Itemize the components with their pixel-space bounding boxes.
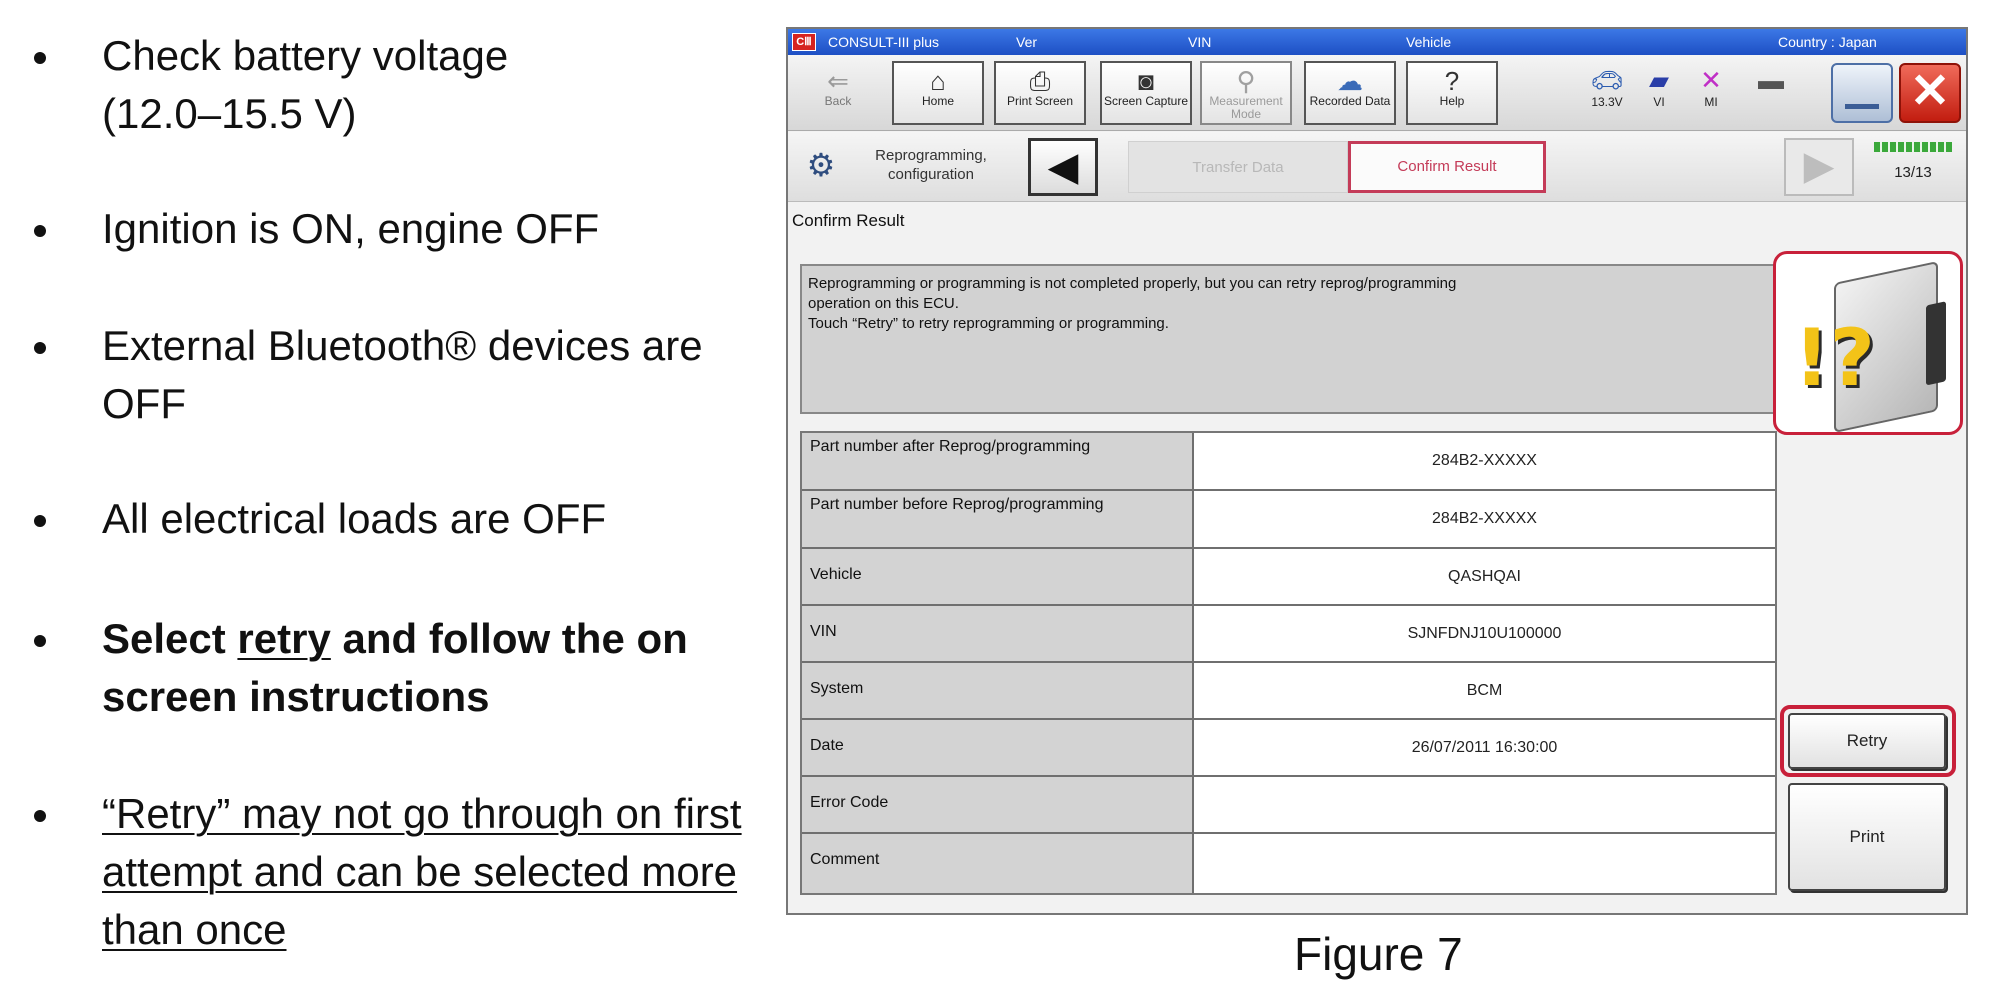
vehicle-label: Vehicle (1406, 34, 1452, 50)
table-row (802, 777, 1775, 834)
progress-bar (1874, 142, 1952, 152)
bullet-text: Select retry and follow the on screen instructions (102, 615, 688, 720)
mi-cross-icon: ✕ (1700, 65, 1722, 95)
recorded-data-button[interactable]: ☁ Recorded Data (1304, 61, 1396, 125)
result-message: Reprogramming or programming is not completed properly, but you can retry reprog/programming operation on this ECU. Touch “Retry” to retry reprogramming or programming. (800, 264, 1777, 414)
row-label: Part number after Reprog/programming (802, 433, 1194, 489)
ecu-warning-image (1773, 251, 1963, 435)
bullet-dot (34, 225, 46, 237)
row-value: SJNFDNJ10U100000 (1407, 625, 1562, 642)
row-label: Vehicle (802, 549, 1194, 604)
retry-emphasis: retry (237, 615, 331, 662)
consult-logo-icon: CⅢ (792, 33, 816, 51)
vin-label: VIN (1188, 34, 1212, 50)
car-battery-icon: 🚗︎ (1590, 65, 1624, 95)
title-bar (788, 29, 1966, 55)
consult-window (786, 27, 1968, 915)
bullet-dot (34, 52, 46, 64)
home-icon: ⌂ (930, 66, 946, 96)
row-value: 284B2-XXXXX (1432, 452, 1537, 469)
step-progress: 13/13 (1868, 142, 1958, 181)
reprogramming-icon: ⚙ (806, 147, 836, 183)
row-value: BCM (1466, 682, 1503, 699)
step-transfer-data[interactable]: Transfer Data (1128, 141, 1348, 193)
back-arrow-icon: ⇐ (827, 66, 849, 96)
table-row (802, 491, 1775, 549)
mi-status: ✕ MI (1688, 65, 1734, 109)
triangle-right-icon: ▶ (1803, 144, 1835, 188)
bullet-dot (34, 342, 46, 354)
screen-capture-button[interactable]: ◙ Screen Capture (1100, 61, 1192, 125)
row-label: Date (802, 720, 1194, 775)
table-row (802, 834, 1775, 893)
measurement-mode-button[interactable]: ⚲ Measurement Mode (1200, 61, 1292, 125)
section-label: Reprogramming, configuration (875, 147, 987, 183)
recorded-data-icon: ☁ (1337, 66, 1363, 96)
camera-icon: ◙ (1138, 66, 1154, 96)
table-row (802, 606, 1775, 663)
row-value (1194, 777, 1775, 832)
retry-button[interactable]: Retry (1788, 713, 1946, 769)
print-button[interactable]: Print (1788, 783, 1946, 891)
previous-step-button[interactable] (1028, 138, 1098, 196)
vi-interface-icon: ▰ (1649, 65, 1669, 95)
exclamation-question-icon: !? (1794, 314, 1875, 404)
bullet-text: “Retry” may not go through on first attempt and can be selected more than once (102, 790, 742, 953)
print-screen-button[interactable]: ⎙ Print Screen (994, 61, 1086, 125)
app-title: CONSULT-III plus (828, 34, 939, 50)
home-button[interactable]: ⌂ Home (892, 61, 984, 125)
connector-status (1748, 65, 1794, 95)
row-label: System (802, 663, 1194, 718)
table-row (802, 433, 1775, 491)
bullet-dot (34, 810, 46, 822)
row-value: 284B2-XXXXX (1432, 510, 1537, 527)
close-icon: ✕ (1909, 65, 1951, 118)
bullet-text: Check battery voltage (12.0–15.5 V) (102, 32, 509, 137)
row-label: VIN (802, 606, 1194, 661)
result-table (800, 431, 1777, 895)
navigation-bar (788, 132, 1966, 202)
row-value (1194, 834, 1775, 893)
row-label: Error Code (802, 777, 1194, 832)
next-step-button[interactable] (1784, 138, 1854, 196)
battery-voltage-status: 🚗︎ 13.3V (1584, 65, 1630, 109)
minimize-button[interactable] (1831, 63, 1893, 123)
row-value: 26/07/2011 16:30:00 (1411, 739, 1558, 756)
figure-caption: Figure 7 (1294, 928, 1463, 980)
step-confirm-result[interactable]: Confirm Result (1348, 141, 1546, 193)
vi-status: ▰ VI (1636, 65, 1682, 109)
minimize-icon (1845, 104, 1879, 109)
printer-icon: ⎙ (1029, 66, 1051, 96)
table-row (802, 720, 1775, 777)
back-button[interactable]: ⇐ Back (792, 61, 884, 125)
close-button[interactable] (1899, 63, 1961, 123)
row-value: QASHQAI (1448, 568, 1521, 585)
instruction-list (0, 0, 760, 1005)
row-label: Part number before Reprog/programming (802, 491, 1194, 547)
toolbar (788, 55, 1966, 131)
country-label: Country : Japan (1778, 34, 1877, 50)
version-label: Ver (1016, 34, 1038, 50)
measurement-icon: ⚲ (1236, 66, 1256, 96)
help-button[interactable]: ? Help (1406, 61, 1498, 125)
table-row (802, 549, 1775, 606)
table-row (802, 663, 1775, 720)
bullet-text: Ignition is ON, engine OFF (102, 205, 600, 252)
bullet-text: All electrical loads are OFF (102, 495, 607, 542)
bullet-text: External Bluetooth® devices are OFF (102, 322, 703, 427)
bullet-dot (34, 515, 46, 527)
page-title: Confirm Result (792, 211, 905, 230)
help-icon: ? (1444, 66, 1460, 96)
row-label: Comment (802, 834, 1194, 893)
connector-icon: ▬ (1758, 65, 1784, 95)
triangle-left-icon: ◀ (1047, 145, 1079, 189)
bullet-dot (34, 635, 46, 647)
